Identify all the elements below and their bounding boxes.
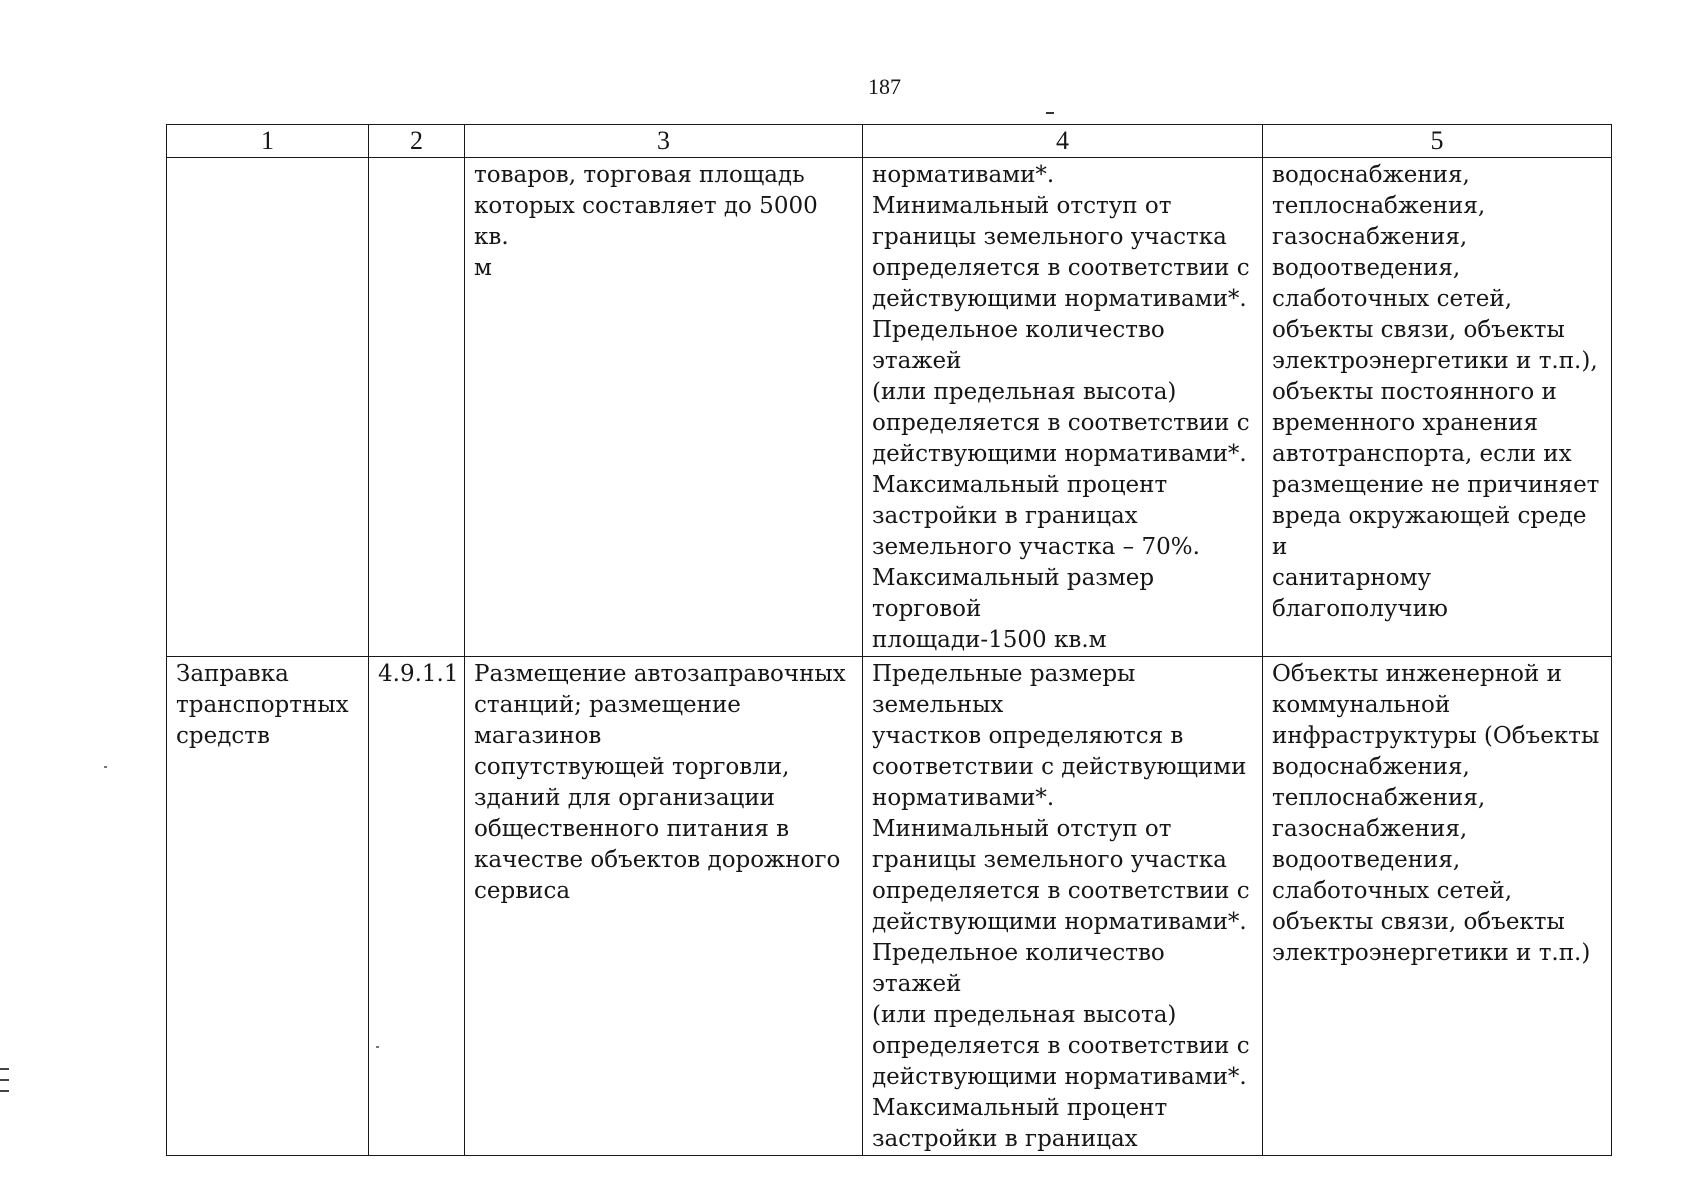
use-description-cell: [465, 657, 863, 1156]
scan-speck: [104, 766, 107, 768]
column-header-3: 3: [465, 125, 863, 158]
use-parameters: нормативами*. Минимальный отступ от границы земельного участка определяется в соответствии с действующими нормативами*. Предельное количество этажей (или предельная высота) определяется в соответствии с действующими нормативами*. Максимальный процент застройки в границах земельного участка – 70%. Максимальный размер торговой площади-1500 кв.м: [872, 162, 1250, 653]
table-row: [167, 158, 1612, 657]
binding-mark: [0, 1068, 9, 1070]
use-description: товаров, торговая площадь которых составляет до 5000 кв. м: [474, 162, 818, 281]
use-name: Заправка транспортных средств: [176, 661, 349, 749]
auxiliary-uses-cell: [1263, 158, 1612, 657]
use-code: 4.9.1.1: [378, 661, 459, 687]
use-parameters-cell: [863, 158, 1263, 657]
column-header-4: 4: [863, 125, 1263, 158]
use-name-cell: [167, 657, 369, 1156]
margin-binding-marks: [0, 1068, 10, 1101]
binding-mark: [0, 1090, 9, 1092]
scan-speck: [376, 1046, 379, 1048]
zoning-table: [166, 124, 1612, 1156]
use-code-cell: [369, 657, 465, 1156]
binding-mark: [0, 1079, 9, 1081]
column-header-1: 1: [167, 125, 369, 158]
use-name-cell: [167, 158, 369, 657]
use-code-cell: [369, 158, 465, 657]
use-parameters-cell: [863, 657, 1263, 1156]
column-header-2: 2: [369, 125, 465, 158]
auxiliary-uses: водоснабжения, теплоснабжения, газоснабжения, водоотведения, слаботочных сетей, объекты связи, объекты электроэнергетики и т.п.), объекты постоянного и временного хранения автотранспорта, если их размещение не причиняет вреда окружающей среде и санитарному благополучию: [1272, 162, 1600, 622]
auxiliary-uses: Объекты инженерной и коммунальной инфраструктуры (Объекты водоснабжения, теплоснабжения, газоснабжения, водоотведения, слаботочных сетей, объекты связи, объекты электроэнергетики и т.п.): [1272, 661, 1600, 966]
table-row: [167, 657, 1612, 1156]
use-description: Размещение автозаправочных станций; размещение магазинов сопутствующей торговли, зданий для организации общественного питания в качестве объектов дорожного сервиса: [474, 661, 846, 904]
scan-mark: [1046, 112, 1054, 114]
use-description-cell: [465, 158, 863, 657]
page-number: 187: [868, 74, 901, 99]
table-header-row: [167, 125, 1612, 158]
use-parameters: Предельные размеры земельных участков определяются в соответствии с действующими нормативами*. Минимальный отступ от границы земельного участка определяется в соответствии с действующими нормативами*. Предельное количество этажей (или предельная высота) определяется в соответствии с действующими нормативами*. Максимальный процент застройки в границах: [872, 661, 1250, 1152]
auxiliary-uses-cell: [1263, 657, 1612, 1156]
column-header-5: 5: [1263, 125, 1612, 158]
